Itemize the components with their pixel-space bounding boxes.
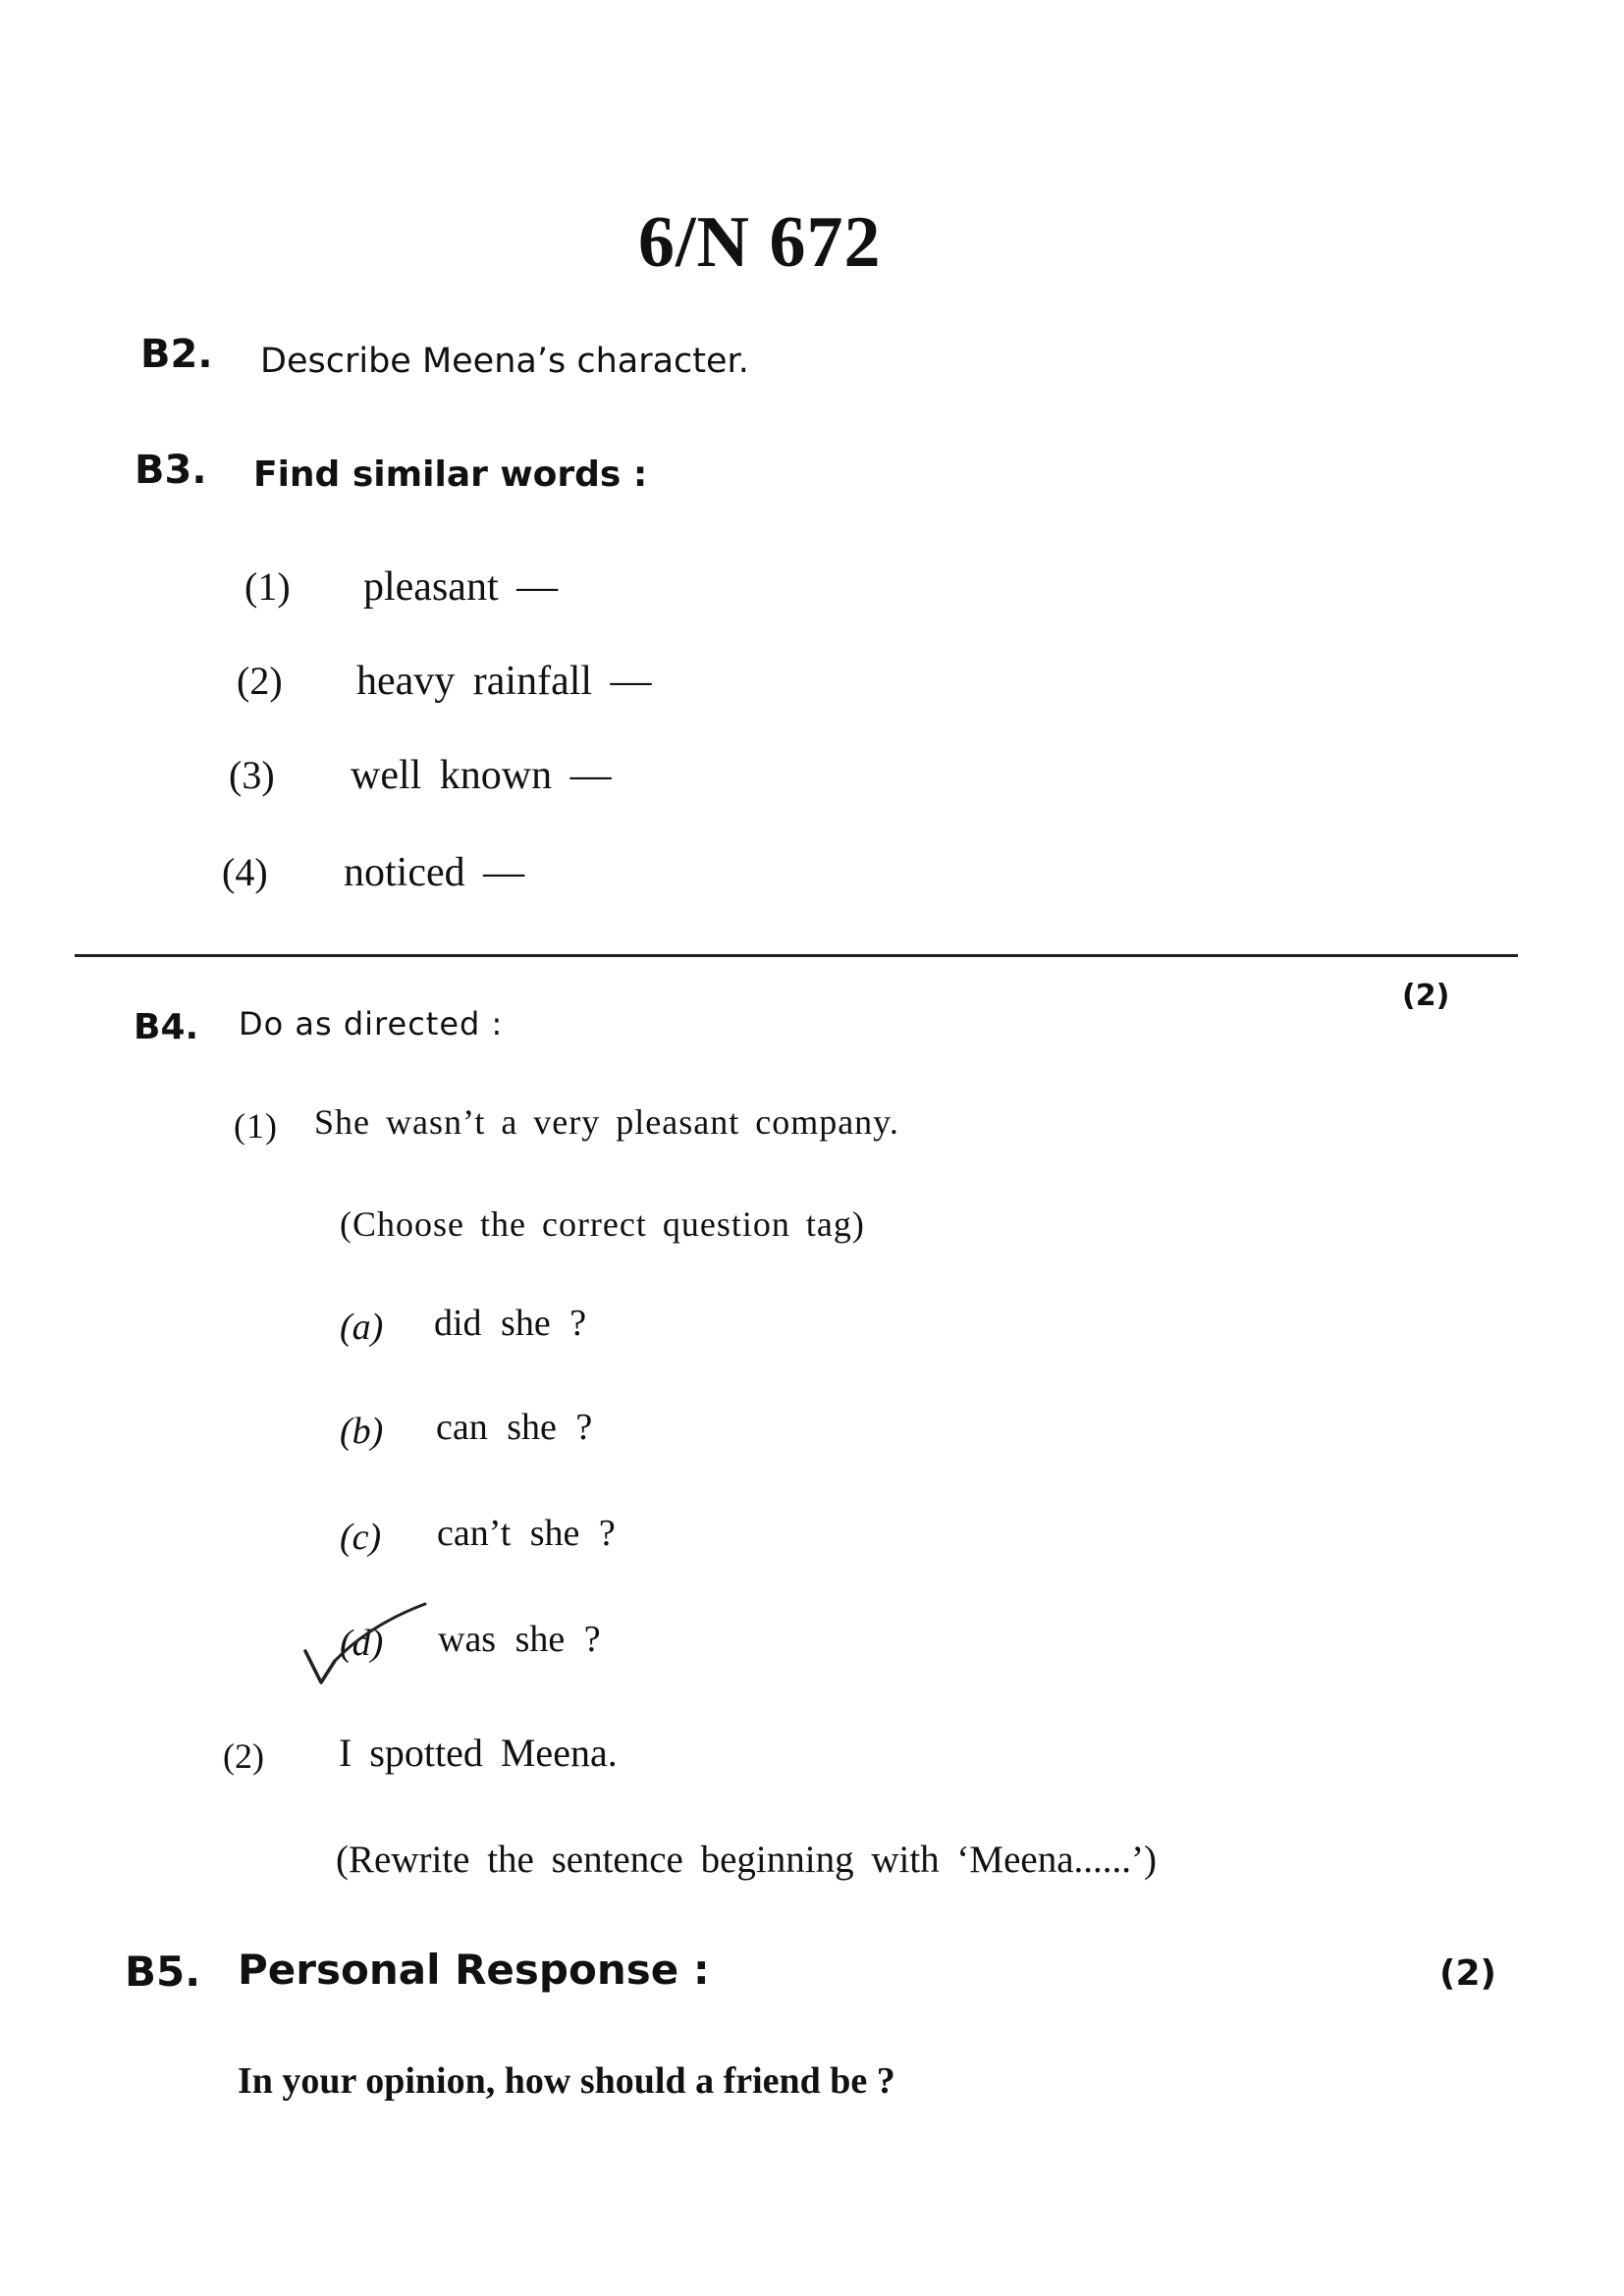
question-title-b3: Find similar words : — [253, 454, 648, 495]
option-text: can she ? — [436, 1407, 593, 1448]
option-text: was she ? — [438, 1619, 601, 1660]
option-label: (b) — [340, 1411, 384, 1452]
sub-question-text: I spotted Meena. — [339, 1731, 618, 1775]
question-title-b5: Personal Response : — [238, 1946, 710, 1994]
list-item-number: (2) — [237, 659, 283, 703]
list-item: pleasant — — [363, 564, 559, 610]
instruction-text: (Choose the correct question tag) — [340, 1204, 865, 1244]
option-label: (c) — [340, 1517, 382, 1558]
question-number-b5: B5. — [125, 1948, 201, 1996]
question-text-b2: Describe Meena’s character. — [260, 342, 749, 381]
list-item-number: (3) — [229, 753, 275, 797]
paper-code: 6/N 672 — [638, 202, 882, 283]
list-item-number: (1) — [244, 564, 291, 609]
marks-b3: (2) — [1402, 979, 1450, 1013]
list-item: well known — — [351, 753, 612, 798]
question-number-b4: B4. — [134, 1007, 199, 1047]
question-text-b5: In your opinion, how should a friend be ? — [238, 2060, 895, 2102]
option-text: can’t she ? — [437, 1513, 616, 1554]
instruction-text: (Rewrite the sentence beginning with ‘Meena......’) — [336, 1839, 1157, 1881]
question-number-b2: B2. — [140, 332, 213, 377]
section-divider — [75, 954, 1518, 957]
list-item: noticed — — [344, 850, 525, 895]
question-number-b3: B3. — [135, 448, 207, 493]
list-item-number: (4) — [222, 850, 268, 894]
option-text: did she ? — [434, 1303, 587, 1344]
marks-b5: (2) — [1439, 1953, 1496, 1994]
option-label: (a) — [340, 1307, 384, 1348]
option-label: (d) — [340, 1623, 384, 1664]
sub-question-text: She wasn’t a very pleasant company. — [314, 1102, 899, 1142]
question-title-b4: Do as directed : — [239, 1005, 504, 1042]
list-item: heavy rainfall — — [356, 659, 652, 704]
sub-question-number: (1) — [234, 1106, 278, 1146]
checkmark-icon — [299, 1600, 437, 1688]
sub-question-number: (2) — [223, 1736, 264, 1776]
